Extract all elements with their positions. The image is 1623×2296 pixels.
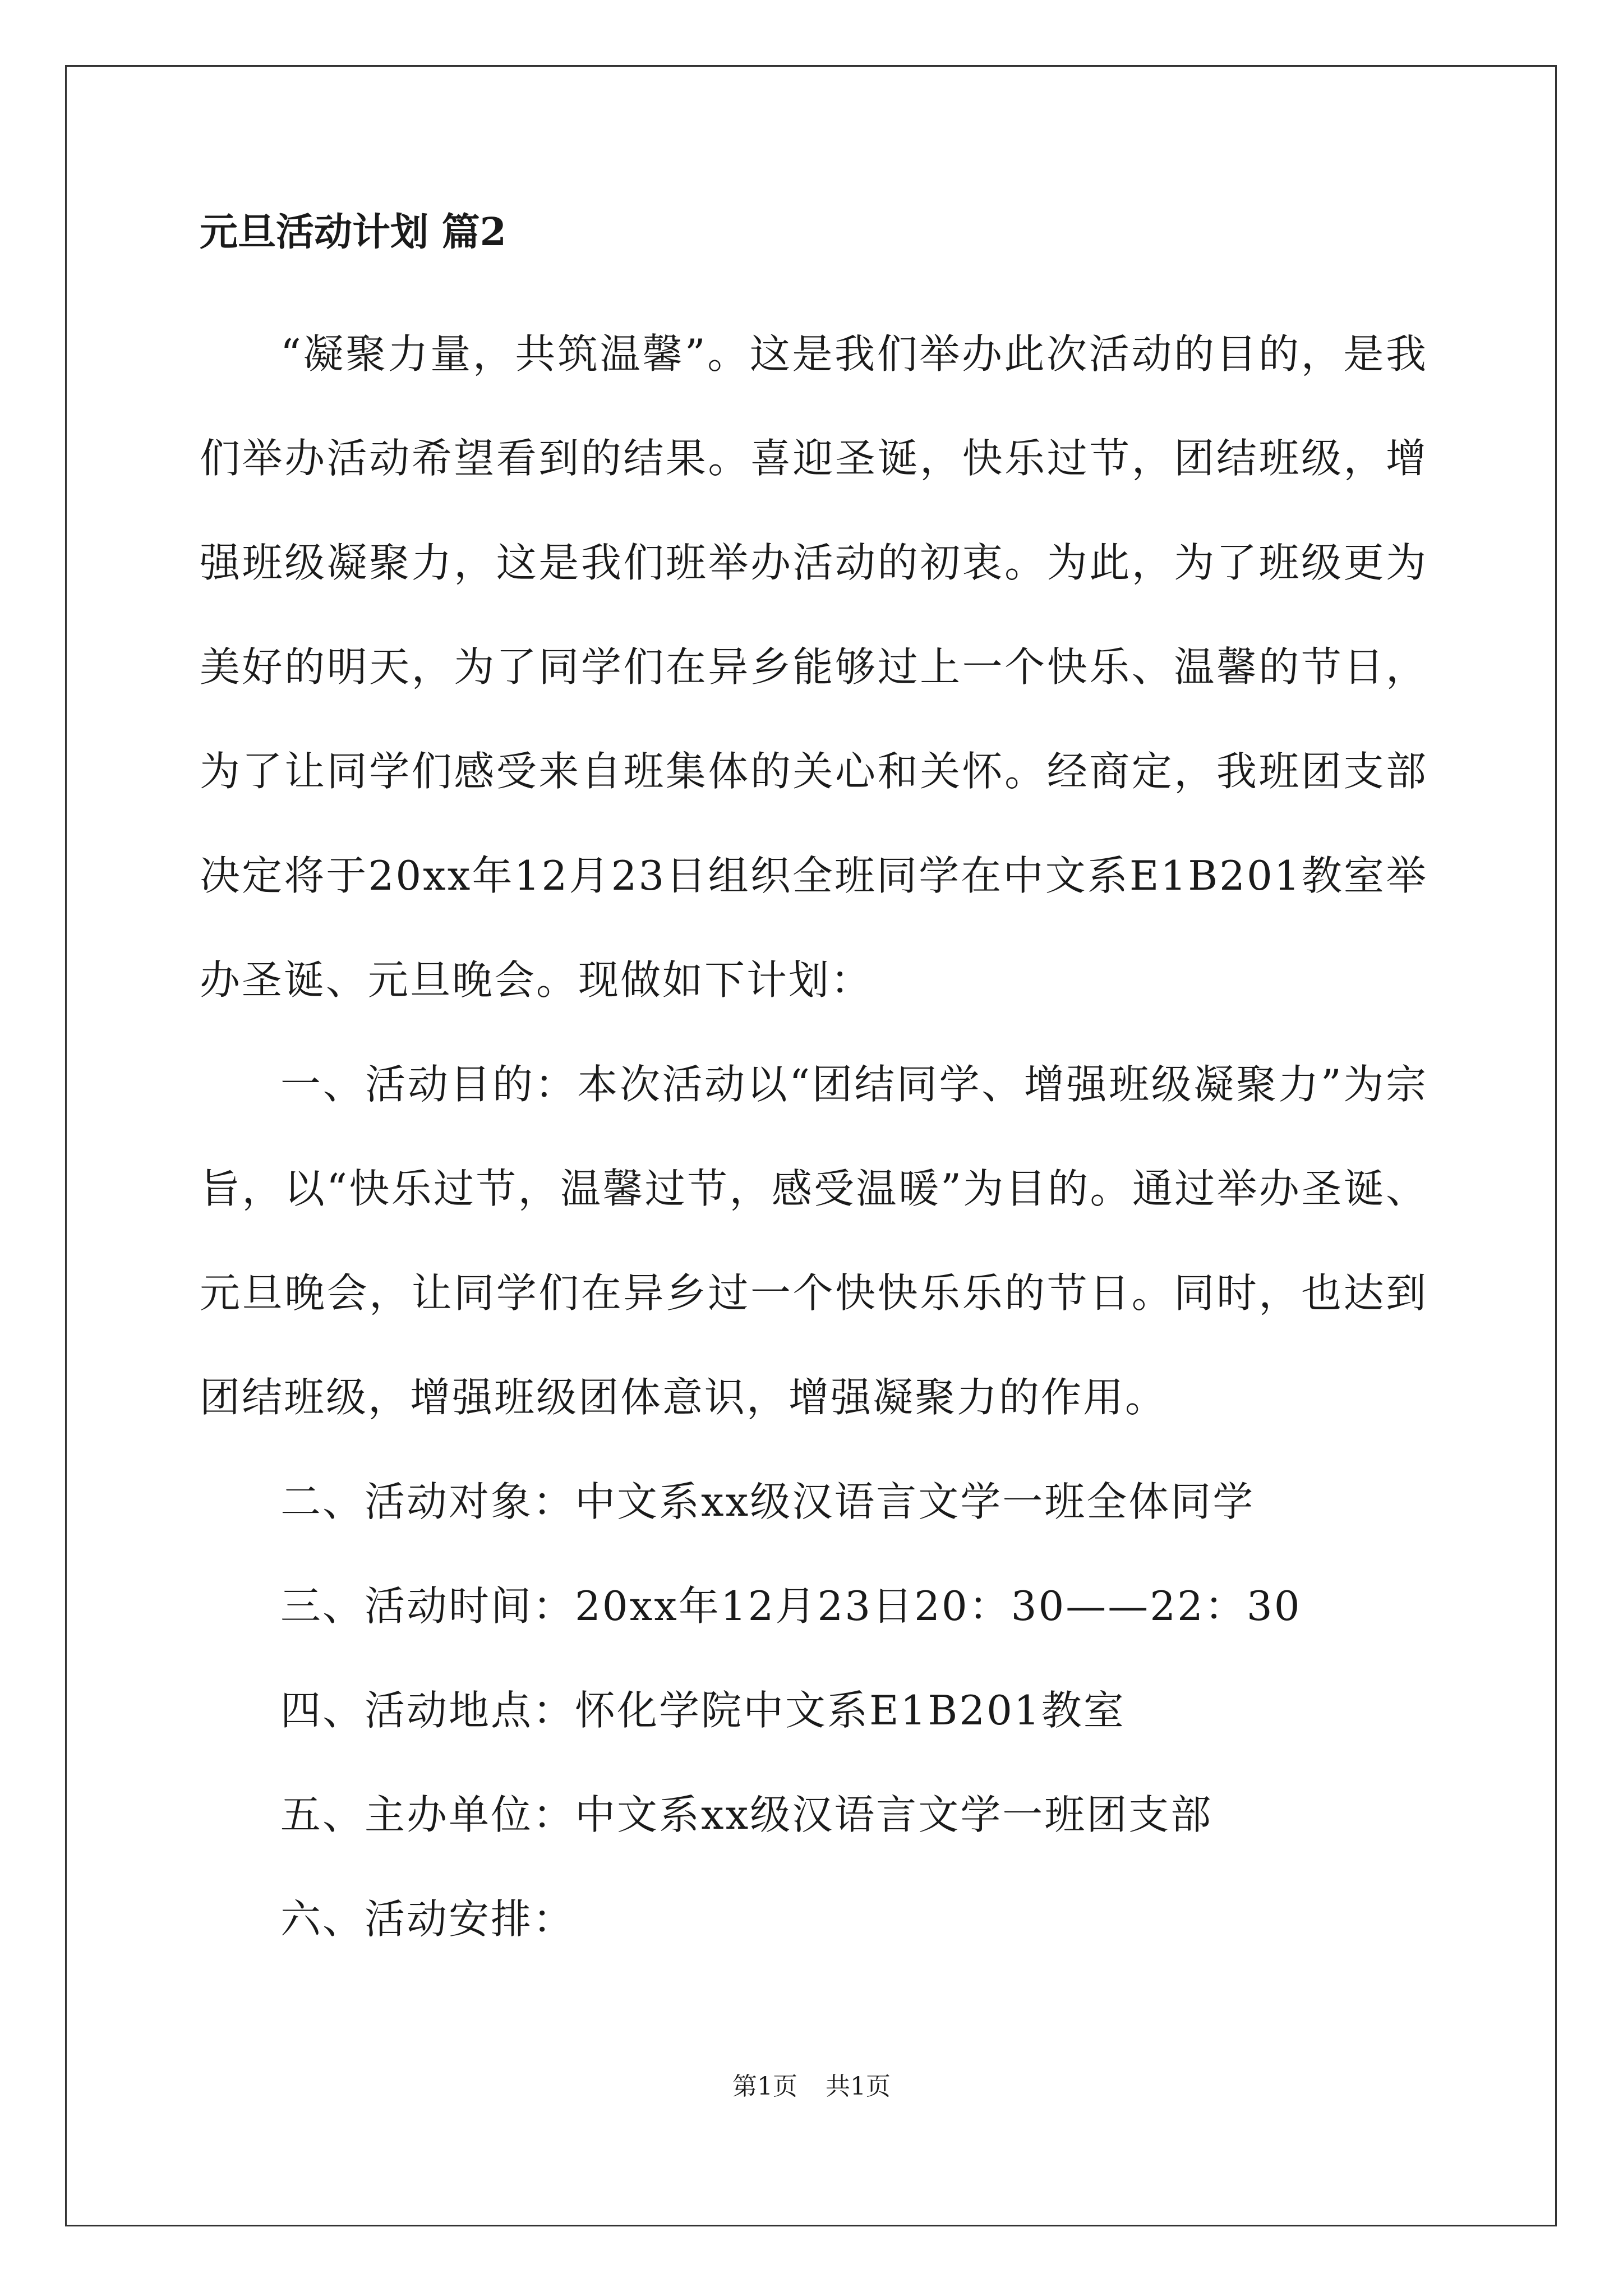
item-target: 二、活动对象：中文系xx级汉语言文学一班全体同学 bbox=[280, 1478, 1255, 1525]
item-arrangement: 六、活动安排： bbox=[280, 1895, 575, 1943]
document-title: 元旦活动计划 篇2 bbox=[200, 210, 506, 255]
item-location: 四、活动地点：怀化学院中文系E1B201教室 bbox=[280, 1687, 1126, 1734]
page-total: 共1页 bbox=[826, 2072, 891, 2101]
page-footer bbox=[0, 2074, 1623, 2099]
document-body bbox=[200, 210, 1428, 1971]
page-number: 第1页 bbox=[732, 2072, 797, 2101]
item-time: 三、活动时间：20xx年12月23日20：30——22：30 bbox=[280, 1582, 1302, 1630]
purpose-paragraph: 一、活动目的：本次活动以“团结同学、增强班级凝聚力”为宗旨，以“快乐过节，温馨过节，感受温暖”为目的。通过举办圣诞、元旦晚会，让同学们在异乡过一个快快乐乐的节日。同时，也达到团结班级，增强班级团体意识，增强凝聚力的作用。 bbox=[200, 1061, 1428, 1421]
intro-paragraph: “凝聚力量，共筑温馨”。这是我们举办此次活动的目的，是我们举办活动希望看到的结果。喜迎圣诞，快乐过节，团结班级，增强班级凝聚力，这是我们班举办活动的初衷。为此，为了班级更为美好的明天，为了同学们在异乡能够过上一个快乐、温馨的节日，为了让同学们感受来自班集体的关心和关怀。经商定，我班团支部决定将于20xx年12月23日组织全班同学在中文系E1B201教室举办圣诞、元旦晚会。现做如下计划： bbox=[200, 330, 1428, 1004]
item-organizer: 五、主办单位：中文系xx级汉语言文学一班团支部 bbox=[280, 1791, 1213, 1838]
